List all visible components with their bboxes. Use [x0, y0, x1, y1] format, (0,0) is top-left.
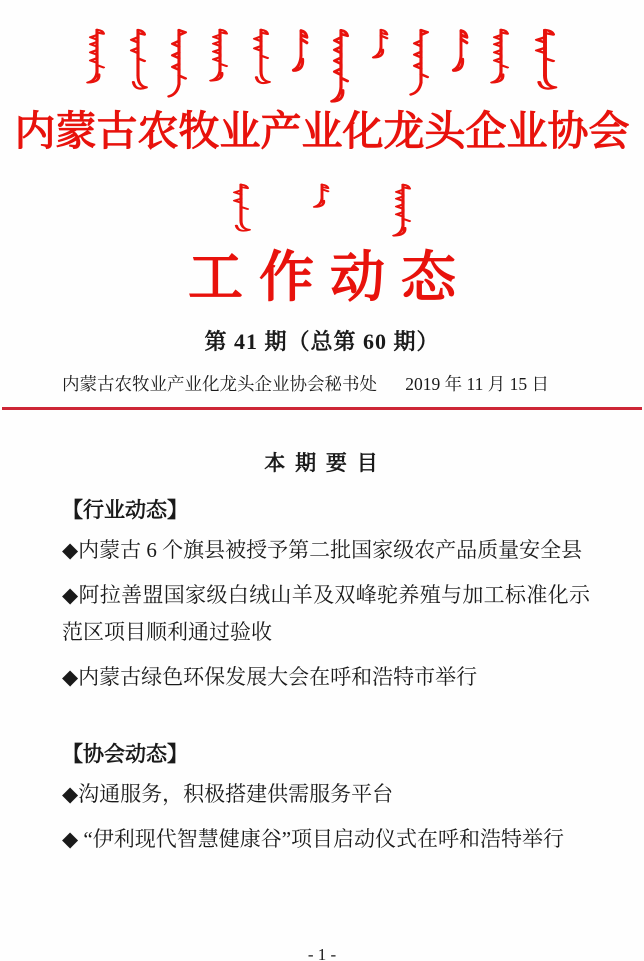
- mongolian-word-icon: [489, 28, 513, 86]
- mongolian-script-row-top: [0, 28, 644, 102]
- toc-section-heading-industry: 【行业动态】: [62, 499, 188, 522]
- mongolian-word-icon: [311, 183, 333, 209]
- red-divider-rule: [2, 407, 642, 410]
- mongolian-word-icon: [249, 28, 273, 88]
- mongolian-word-icon: [126, 28, 150, 94]
- mongolian-word-icon: [391, 183, 415, 239]
- publisher-name: 内蒙古农牧业产业化龙头企业协会秘书处: [62, 374, 377, 394]
- publication-title: 工作动态: [187, 247, 472, 308]
- mongolian-word-icon: [290, 28, 312, 74]
- toc-item: ◆ “伊利现代智慧健康谷”项目启动仪式在呼和浩特举行: [62, 827, 565, 851]
- toc-section-heading-association: 【协会动态】: [62, 743, 188, 766]
- mongolian-word-icon: [409, 28, 433, 98]
- publisher-date-row: [0, 371, 644, 396]
- mongolian-word-icon: [208, 28, 232, 84]
- mongolian-word-icon: [167, 28, 191, 100]
- mongolian-word-icon: [370, 28, 392, 60]
- issue-info: 第 41 期（总第 60 期）: [204, 329, 440, 354]
- mongolian-word-icon: [85, 28, 109, 86]
- toc-item: ◆沟通服务，积极搭建供需服务平台: [62, 782, 394, 806]
- mongolian-word-icon: [450, 28, 472, 74]
- organization-title: 内蒙古农牧业产业化龙头企业协会: [14, 108, 630, 154]
- publication-date: 2019 年 11 月 15 日: [405, 374, 549, 394]
- toc-item: ◆内蒙古绿色环保发展大会在呼和浩特市举行: [62, 665, 478, 689]
- mongolian-word-icon: [229, 183, 253, 235]
- page-number: - 1 -: [307, 945, 337, 961]
- mongolian-word-icon: [530, 28, 560, 94]
- toc-item: ◆阿拉善盟国家级白绒山羊及双峰驼养殖与加工标准化示范区项目顺利通过验收: [62, 583, 590, 644]
- toc-item: ◆内蒙古 6 个旗县被授予第二批国家级农产品质量安全县: [62, 538, 583, 562]
- mongolian-word-icon: [329, 28, 353, 106]
- toc-title: 本 期 要 目: [264, 452, 380, 475]
- mongolian-script-row-subtitle: [0, 183, 644, 237]
